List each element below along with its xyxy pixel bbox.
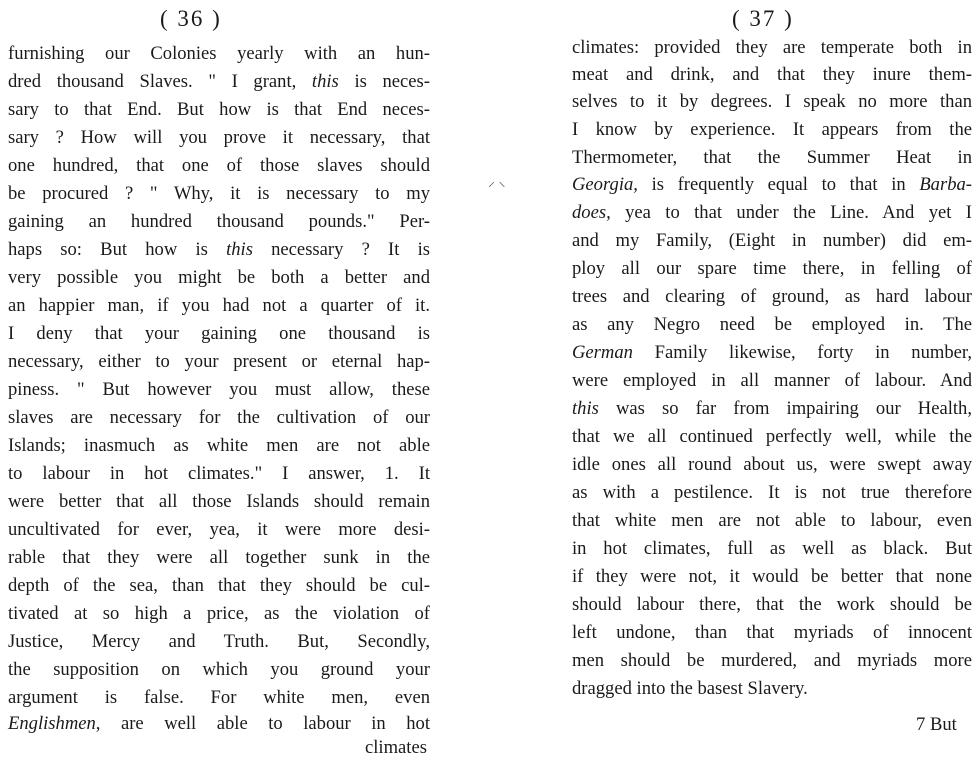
text-line: this was so far from impairing our Health, xyxy=(572,398,972,419)
text-line: argument is false. For white men, even xyxy=(8,687,430,708)
text-line: meat and drink, and that they inure them- xyxy=(572,64,972,85)
text-line: furnishing our Colonies yearly with an hun- xyxy=(8,43,430,64)
text-line: in hot climates, full as well as black. But xyxy=(572,538,972,559)
text-line: climates: provided they are temperate both in xyxy=(572,37,972,58)
text-line: slaves are necessary for the cultivation of our xyxy=(8,407,430,428)
catchword-left: climates xyxy=(365,737,427,758)
catchword-right: 7 But xyxy=(916,714,957,735)
page-number-right: ( 37 ) xyxy=(732,6,794,31)
text-line: German Family likewise, forty in number, xyxy=(572,342,972,363)
text-line: the supposition on which you ground your xyxy=(8,659,430,680)
text-line: left undone, than that myriads of innocent xyxy=(572,622,972,643)
text-line: sary ? How will you prove it necessary, that xyxy=(8,127,430,148)
text-line: depth of the sea, than that they should be cul- xyxy=(8,575,430,596)
gutter-mark-icon: ⸝ ⸜ xyxy=(488,175,506,190)
text-line: I deny that your gaining one thousand is xyxy=(8,323,430,344)
text-line: men should be murdered, and myriads more xyxy=(572,650,972,671)
text-line: tivated at so high a price, as the violation of xyxy=(8,603,430,624)
text-line: an happier man, if you had not a quarter of it. xyxy=(8,295,430,316)
text-line: as any Negro need be employed in. The xyxy=(572,314,972,335)
text-line: Thermometer, that the Summer Heat in xyxy=(572,147,972,168)
text-line: ploy all our spare time there, in felling of xyxy=(572,258,972,279)
text-line: were employed in all manner of labour. And xyxy=(572,370,972,391)
text-line: and my Family, (Eight in number) did em- xyxy=(572,230,972,251)
text-line: trees and clearing of ground, as hard labour xyxy=(572,286,972,307)
text-line: rable that they were all together sunk in the xyxy=(8,547,430,568)
text-line: dragged into the basest Slavery. xyxy=(572,678,808,699)
text-line: to labour in hot climates." I answer, 1. It xyxy=(8,463,430,484)
text-line: uncultivated for ever, yea, it were more desi- xyxy=(8,519,430,540)
right-page xyxy=(540,0,980,763)
text-line: necessary, either to your present or eternal hap- xyxy=(8,351,430,372)
text-line: Islands; inasmuch as white men are not able xyxy=(8,435,430,456)
text-line: one hundred, that one of those slaves should xyxy=(8,155,430,176)
text-line: should labour there, that the work should be xyxy=(572,594,972,615)
text-line: were better that all those Islands should remain xyxy=(8,491,430,512)
text-line: that white men are not able to labour, even xyxy=(572,510,972,531)
text-line: piness. " But however you must allow, these xyxy=(8,379,430,400)
text-line: does, yea to that under the Line. And yet I xyxy=(572,202,972,223)
text-line: sary to that End. But how is that End neces- xyxy=(8,99,430,120)
text-line: be procured ? " Why, it is necessary to my xyxy=(8,183,430,204)
left-page xyxy=(0,0,460,763)
text-line: if they were not, it would be better that none xyxy=(572,566,972,587)
text-line: that we all continued perfectly well, while the xyxy=(572,426,972,447)
text-line: selves to it by degrees. I speak no more than xyxy=(572,91,972,112)
page-number-left: ( 36 ) xyxy=(160,6,222,31)
text-line: gaining an hundred thousand pounds." Per- xyxy=(8,211,430,232)
text-line: haps so: But how is this necessary ? It is xyxy=(8,239,431,260)
text-line: dred thousand Slaves. " I grant, this is neces- xyxy=(8,71,430,92)
text-line: very possible you might be both a better and xyxy=(8,267,430,288)
text-line: Justice, Mercy and Truth. But, Secondly, xyxy=(8,631,430,652)
text-line: I know by experience. It appears from the xyxy=(572,119,972,140)
text-line: Englishmen, are well able to labour in hot xyxy=(8,713,430,734)
text-line: as with a pestilence. It is not true therefore xyxy=(572,482,972,503)
text-line: idle ones all round about us, were swept away xyxy=(572,454,972,475)
text-line: Georgia, is frequently equal to that in Barba- xyxy=(572,174,972,195)
